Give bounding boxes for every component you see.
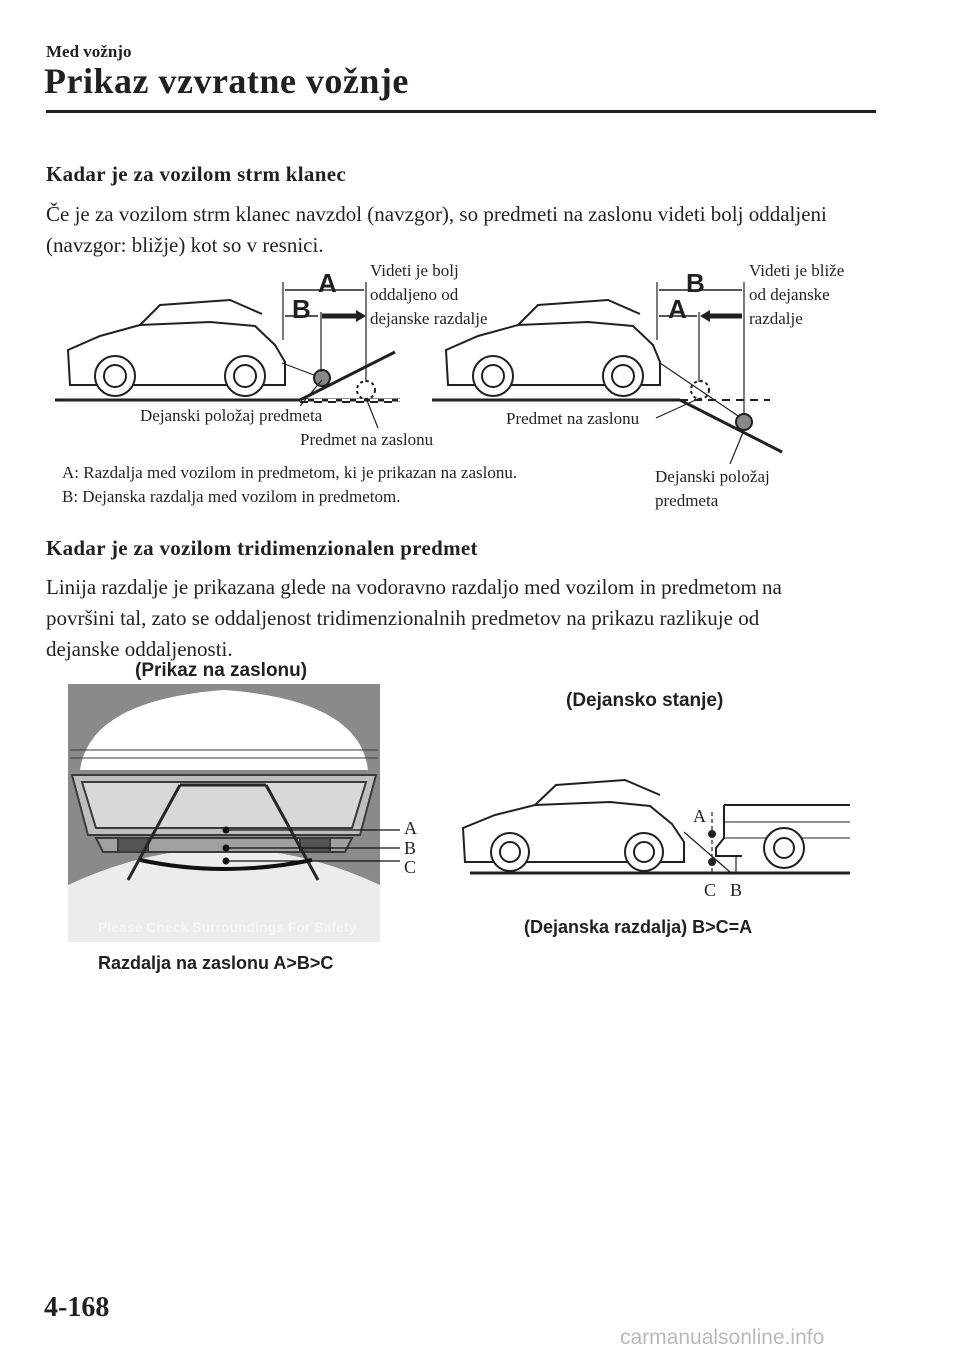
actual-letter-a: A bbox=[693, 806, 706, 826]
slope-paragraph-line2: (navzgor: bližje) kot so v resnici. bbox=[46, 233, 324, 257]
actual-letter-c: C bbox=[704, 880, 717, 900]
slope-right-label-actual-line1: Dejanski položaj bbox=[655, 467, 770, 486]
slope-right-label-actual-line2: predmeta bbox=[655, 491, 719, 510]
slope-left-label-screen: Predmet na zaslonu bbox=[300, 430, 434, 449]
slope-left-letter-b: B bbox=[292, 294, 311, 324]
slope-right-note-line3: razdalje bbox=[749, 309, 803, 328]
slope-right-letter-a: A bbox=[668, 294, 687, 324]
three-d-paragraph-line2: površini tal, zato se oddaljenost tridimenzionalnih predmetov na prikazu razlikuje od bbox=[46, 606, 760, 630]
slope-paragraph-line1: Če je za vozilom strm klanec navzdol (navzgor), so predmeti na zaslonu videti bolj oddaljeni bbox=[46, 202, 827, 226]
slope-left-letter-a: A bbox=[318, 268, 337, 298]
screen-letter-a: A bbox=[404, 818, 417, 838]
actual-letter-b: B bbox=[730, 880, 743, 900]
screen-display-title: (Prikaz na zaslonu) bbox=[135, 660, 308, 681]
slope-left-note-line3: dejanske razdalje bbox=[370, 309, 488, 328]
slope-heading: Kadar je za vozilom strm klanec bbox=[46, 162, 346, 186]
screen-letter-c: C bbox=[404, 857, 417, 877]
slope-right-letter-b: B bbox=[686, 268, 705, 298]
screen-letter-b: B bbox=[404, 838, 417, 858]
slope-right-note-line2: od dejanske bbox=[749, 285, 830, 304]
slope-right-label-screen: Predmet na zaslonu bbox=[506, 409, 640, 428]
three-d-paragraph-line1: Linija razdalje je prikazana glede na vodoravno razdaljo med vozilom in predmetom na bbox=[46, 575, 782, 599]
actual-caption: (Dejanska razdalja) B>C=A bbox=[524, 917, 753, 937]
legend-b: B: Dejanska razdalja med vozilom in predmetom. bbox=[62, 487, 401, 506]
screen-caption: Razdalja na zaslonu A>B>C bbox=[98, 953, 334, 973]
slope-left-note-line2: oddaljeno od bbox=[370, 285, 459, 304]
slope-left-note-line1: Videti je bolj bbox=[370, 261, 459, 280]
page-title: Prikaz vzvratne vožnje bbox=[44, 61, 409, 101]
actual-title: (Dejansko stanje) bbox=[566, 690, 724, 711]
three-d-heading: Kadar je za vozilom tridimenzionalen predmet bbox=[46, 536, 478, 560]
slope-left-label-actual: Dejanski položaj predmeta bbox=[140, 406, 323, 425]
legend-a: A: Razdalja med vozilom in predmetom, ki je prikazan na zaslonu. bbox=[62, 463, 518, 482]
screen-warning-text: Please Check Surroundings For Safety bbox=[98, 919, 357, 935]
slope-right-note-line1: Videti je bliže bbox=[749, 261, 845, 280]
page-number: 4-168 bbox=[44, 1292, 110, 1323]
section-label: Med vožnjo bbox=[46, 42, 132, 61]
watermark: carmanualsonline.info bbox=[620, 1326, 825, 1349]
three-d-paragraph-line3: dejanske oddaljenosti. bbox=[46, 637, 233, 661]
